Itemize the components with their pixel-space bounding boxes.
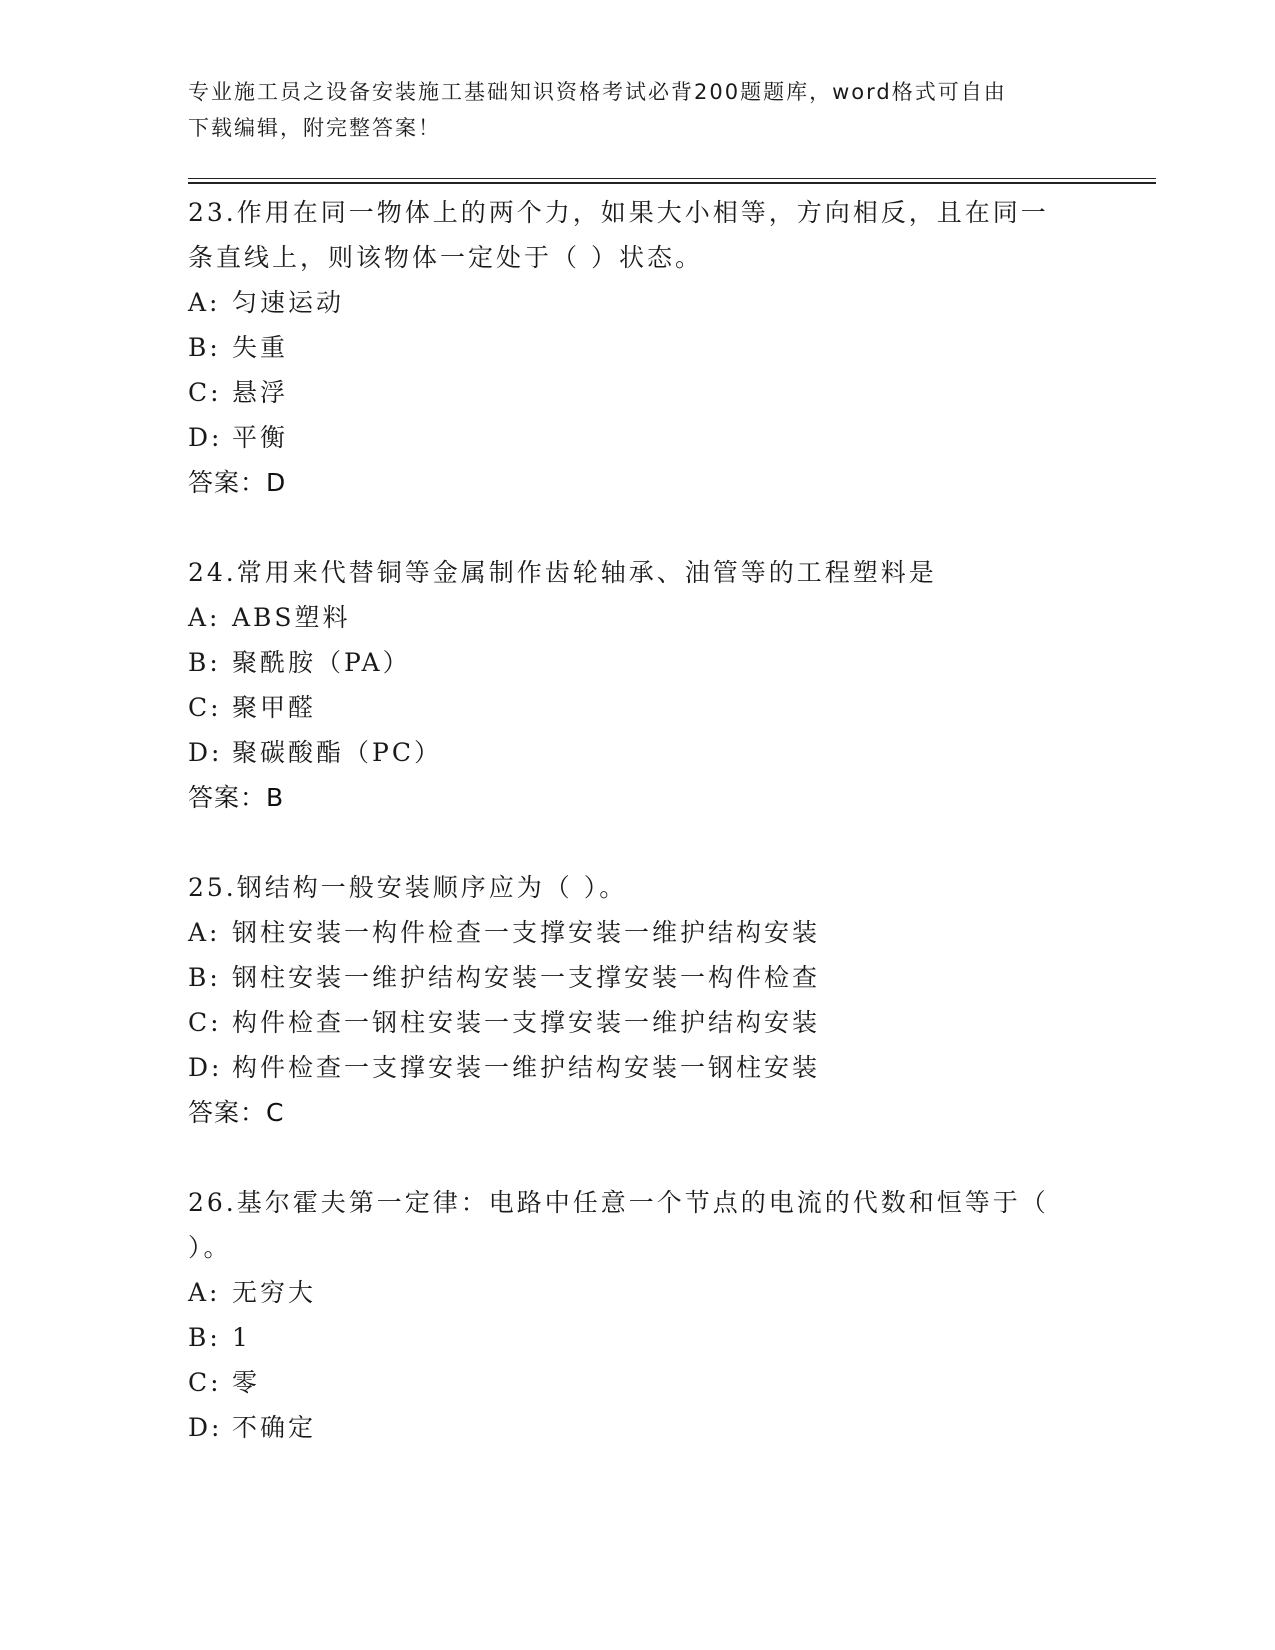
option-text: 悬浮 — [232, 378, 289, 407]
option-b — [188, 325, 1088, 370]
answer-line: 答案：D — [188, 468, 287, 497]
option-letter: D: — [188, 1413, 223, 1442]
spacer — [188, 505, 1088, 550]
question-24 — [188, 550, 1088, 820]
option-letter: A: — [188, 603, 221, 632]
option-b — [188, 955, 1088, 1000]
option-text: 不确定 — [232, 1413, 317, 1442]
option-text: 平衡 — [232, 423, 289, 452]
option-text: 1 — [232, 1323, 251, 1352]
option-letter: C: — [188, 378, 222, 407]
option-letter: D: — [188, 738, 223, 767]
question-23 — [188, 190, 1088, 505]
option-text: 零 — [232, 1368, 261, 1397]
header-divider-thick — [188, 182, 1156, 184]
option-b — [188, 1315, 1088, 1360]
option-text: 匀速运动 — [232, 288, 345, 317]
question-26 — [188, 1180, 1088, 1450]
question-25 — [188, 865, 1088, 1135]
option-d — [188, 1405, 1088, 1450]
option-c — [188, 1000, 1088, 1045]
question-stem-line: 26.基尔霍夫第一定律：电路中任意一个节点的电流的代数和恒等于（ — [188, 1188, 1049, 1217]
option-letter: B: — [188, 333, 221, 362]
option-text: 聚碳酸酯（PC） — [232, 738, 442, 767]
option-letter: D: — [188, 423, 223, 452]
option-text: 钢柱安装一维护结构安装一支撑安装一构件检查 — [232, 963, 821, 992]
option-text: 聚酰胺（PA） — [232, 648, 411, 677]
header-divider-thin — [188, 178, 1156, 179]
option-c — [188, 370, 1088, 415]
question-stem-line: 24.常用来代替铜等金属制作齿轮轴承、油管等的工程塑料是 — [188, 558, 937, 587]
header-line-2: 下载编辑，附完整答案！ — [188, 116, 441, 140]
option-letter: C: — [188, 1008, 222, 1037]
option-letter: A: — [188, 288, 221, 317]
answer-line: 答案：C — [188, 1098, 285, 1127]
document-header — [188, 74, 1088, 146]
option-text: 构件检查一钢柱安装一支撑安装一维护结构安装 — [232, 1008, 821, 1037]
option-letter: B: — [188, 648, 221, 677]
option-text: ABS塑料 — [232, 603, 351, 632]
option-letter: B: — [188, 963, 221, 992]
spacer — [188, 820, 1088, 865]
option-d — [188, 1045, 1088, 1090]
question-stem-line: 条直线上，则该物体一定处于（ ）状态。 — [188, 243, 703, 272]
option-d — [188, 415, 1088, 460]
question-stem-line: 23.作用在同一物体上的两个力，如果大小相等，方向相反，且在同一 — [188, 198, 1049, 227]
option-d — [188, 730, 1088, 775]
option-text: 失重 — [232, 333, 289, 362]
option-text: 钢柱安装一构件检查一支撑安装一维护结构安装 — [232, 918, 821, 947]
option-a — [188, 910, 1088, 955]
header-line-1: 专业施工员之设备安装施工基础知识资格考试必背200题题库，word格式可自由 — [188, 80, 1007, 104]
option-a — [188, 280, 1088, 325]
option-a — [188, 595, 1088, 640]
option-letter: A: — [188, 918, 221, 947]
option-letter: A: — [188, 1278, 221, 1307]
option-letter: C: — [188, 1368, 222, 1397]
option-a — [188, 1270, 1088, 1315]
option-text: 聚甲醛 — [232, 693, 317, 722]
spacer — [188, 1135, 1088, 1180]
question-list — [188, 190, 1088, 1450]
option-text: 构件检查一支撑安装一维护结构安装一钢柱安装 — [232, 1053, 821, 1082]
question-stem-line: 25.钢结构一般安装顺序应为（ ）。 — [188, 873, 628, 902]
option-letter: B: — [188, 1323, 221, 1352]
answer-line: 答案：B — [188, 783, 285, 812]
option-c — [188, 685, 1088, 730]
option-letter: D: — [188, 1053, 223, 1082]
option-letter: C: — [188, 693, 222, 722]
question-stem-line: ）。 — [188, 1233, 232, 1262]
option-b — [188, 640, 1088, 685]
option-c — [188, 1360, 1088, 1405]
option-text: 无穷大 — [232, 1278, 317, 1307]
